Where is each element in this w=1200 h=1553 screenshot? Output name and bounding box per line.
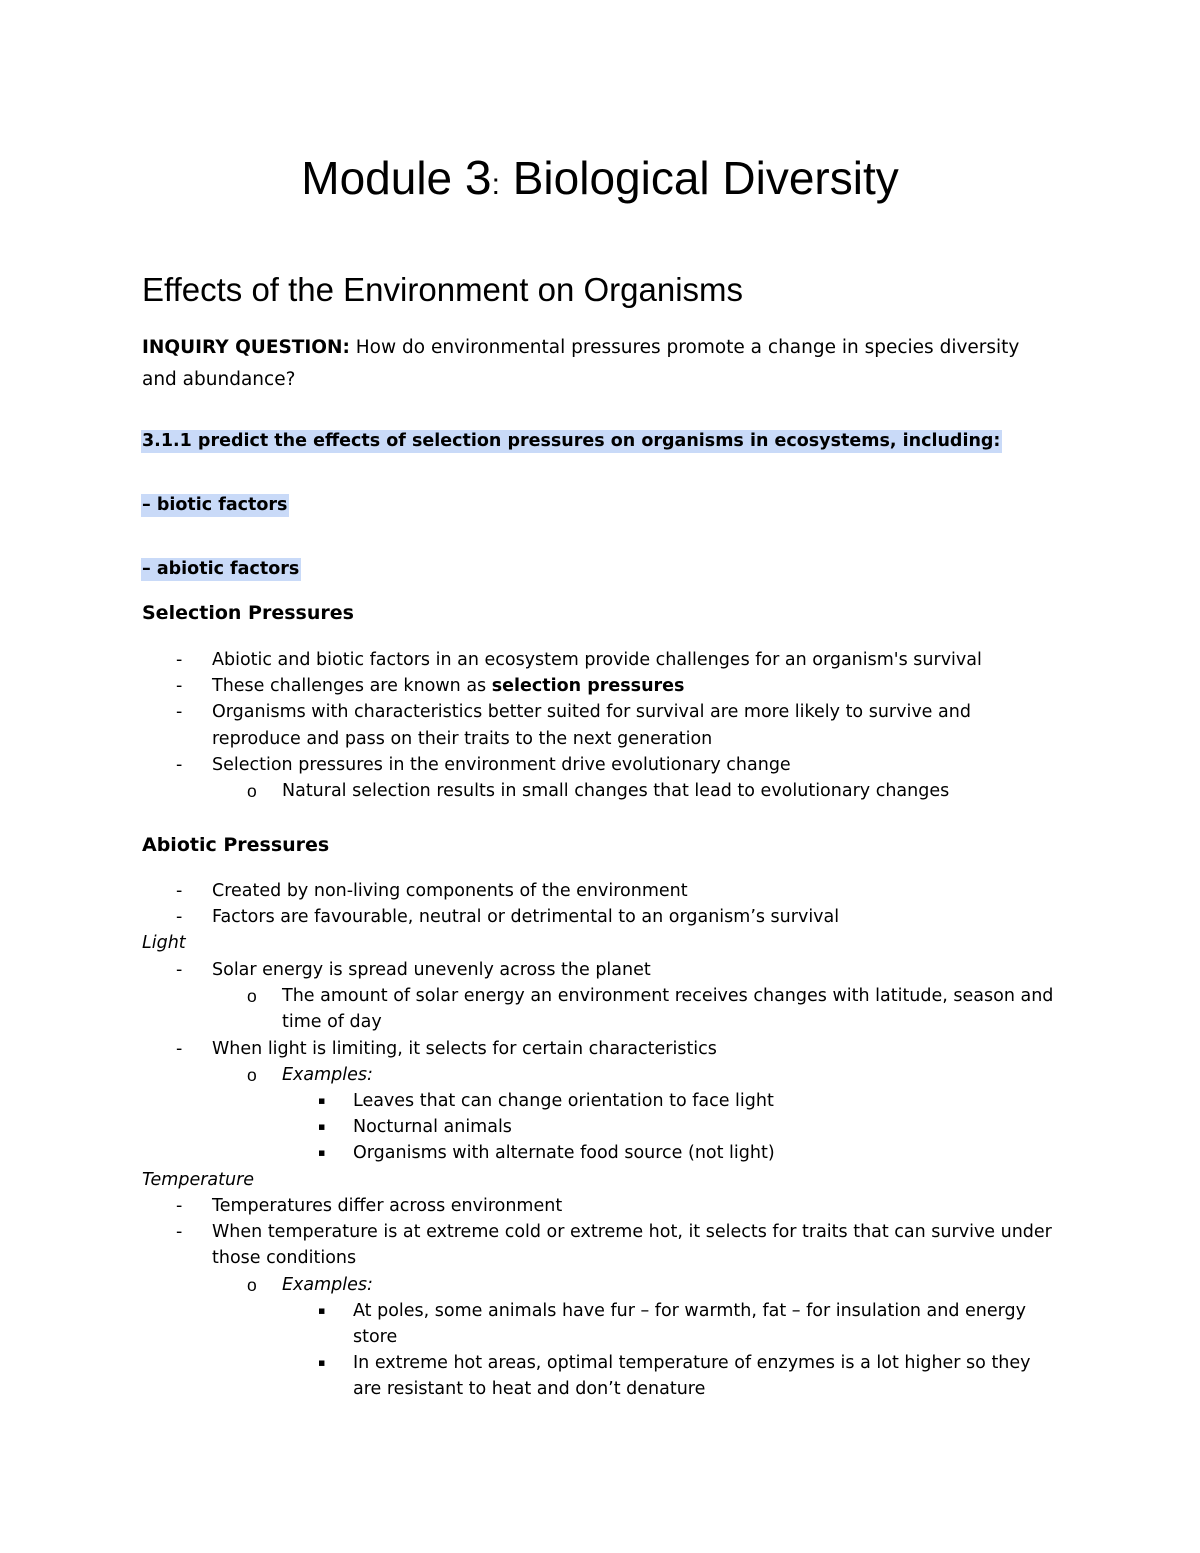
list-item bbox=[0, 1114, 1063, 1140]
inquiry-question bbox=[142, 332, 1042, 395]
title-text: Module bbox=[301, 152, 465, 204]
list-item-text: Selection pressures in the environment drive evolutionary change bbox=[212, 754, 791, 775]
biotic-factors-text: – biotic factors bbox=[142, 495, 288, 515]
list-item-text: Created by non-living components of the environment bbox=[212, 881, 688, 901]
list-item bbox=[0, 904, 1062, 930]
circle-bullet: o bbox=[247, 1064, 257, 1085]
circle-bullet: o bbox=[247, 1274, 257, 1295]
temperature-subheading: Temperature bbox=[142, 1170, 255, 1190]
list-item bbox=[0, 1140, 1063, 1166]
dash-bullet: - bbox=[176, 1222, 183, 1243]
list-item bbox=[0, 778, 1062, 804]
square-bullet: ▪ bbox=[318, 1094, 326, 1108]
dash-bullet: - bbox=[176, 907, 183, 928]
list-item bbox=[0, 1350, 1063, 1402]
dash-bullet: - bbox=[176, 754, 183, 775]
dash-bullet: - bbox=[176, 702, 183, 723]
list-item bbox=[0, 647, 1062, 673]
dash-bullet: - bbox=[176, 960, 183, 980]
list-item-text: Leaves that can change orientation to face light bbox=[353, 1091, 774, 1112]
list-item bbox=[0, 957, 1062, 983]
list-item-text: Abiotic and biotic factors in an ecosystem provide challenges for an organism's survival bbox=[212, 650, 982, 670]
syllabus-outcome bbox=[141, 428, 1002, 454]
circle-bullet: o bbox=[247, 781, 257, 802]
square-bullet: ▪ bbox=[318, 1120, 326, 1134]
list-item bbox=[0, 1036, 1062, 1062]
list-item bbox=[0, 673, 1062, 699]
list-item-text: Natural selection results in small changes that lead to evolutionary changes bbox=[282, 781, 950, 802]
dash-bullet: - bbox=[176, 881, 183, 901]
square-bullet: ▪ bbox=[318, 1303, 326, 1317]
list-item-text: When temperature is at extreme cold or extreme hot, it selects for traits that can survive under those conditions bbox=[212, 1222, 1052, 1269]
selection-pressures-heading: Selection Pressures bbox=[142, 602, 354, 624]
list-item bbox=[0, 699, 1062, 751]
list-item-text: Nocturnal animals bbox=[353, 1117, 512, 1138]
light-list bbox=[0, 957, 1200, 1167]
dash-bullet: - bbox=[176, 676, 183, 697]
list-item-text: Factors are favourable, neutral or detrimental to an organism’s survival bbox=[212, 907, 840, 928]
list-item-text: Temperatures differ across environment bbox=[212, 1196, 563, 1216]
list-item bbox=[0, 1298, 1063, 1350]
list-item bbox=[0, 983, 1062, 1035]
list-item-text: In extreme hot areas, optimal temperature of enzymes is a lot higher so they are resistant to heat and don’t denature bbox=[353, 1353, 1031, 1400]
square-bullet: ▪ bbox=[318, 1356, 326, 1370]
list-item-text: These challenges are known as bbox=[212, 676, 492, 697]
selection-pressures-list bbox=[0, 647, 1200, 804]
list-item-text: Organisms with alternate food source (not light) bbox=[353, 1143, 775, 1164]
page-title bbox=[0, 150, 1200, 208]
list-item-text: Organisms with characteristics better suited for survival are more likely to survive and reproduce and pass on their traits to the next generation bbox=[212, 702, 971, 749]
bold-term: selection pressures bbox=[491, 676, 685, 697]
dash-bullet: - bbox=[176, 1038, 183, 1059]
outcome-biotic bbox=[141, 492, 289, 518]
title-module-number: 3 bbox=[464, 152, 492, 205]
title-subject: Biological Diversity bbox=[499, 152, 899, 204]
abiotic-pressures-heading: Abiotic Pressures bbox=[142, 834, 330, 856]
light-subheading: Light bbox=[142, 933, 186, 953]
inquiry-text: How do environmental pressures promote a change in species diversity and abundance? bbox=[142, 337, 1020, 390]
inquiry-label: INQUIRY QUESTION: bbox=[142, 337, 350, 358]
examples-label: Examples: bbox=[282, 1274, 373, 1295]
section-heading: Effects of the Environment on Organisms bbox=[142, 271, 744, 308]
abiotic-pressures-list bbox=[0, 878, 1200, 930]
list-item-text: At poles, some animals have fur – for warmth, fat – for insulation and energy store bbox=[353, 1300, 1027, 1348]
dash-bullet: - bbox=[176, 650, 183, 670]
list-item bbox=[0, 878, 1062, 904]
abiotic-factors-text: – abiotic factors bbox=[142, 559, 300, 579]
square-bullet: ▪ bbox=[318, 1146, 326, 1160]
outcome-code: 3.1.1 predict the effects of selection pressures on organisms in ecosystems, including: bbox=[142, 431, 1001, 451]
examples-label: Examples: bbox=[282, 1064, 373, 1085]
dash-bullet: - bbox=[176, 1196, 183, 1216]
list-item bbox=[0, 1088, 1063, 1114]
list-item-text: Solar energy is spread unevenly across the planet bbox=[212, 960, 651, 980]
list-item-text: The amount of solar energy an environment receives changes with latitude, season and time of day bbox=[282, 986, 1054, 1033]
list-item bbox=[0, 1193, 1062, 1219]
list-item bbox=[0, 752, 1062, 778]
list-item bbox=[0, 1219, 1062, 1271]
list-item bbox=[0, 1062, 1062, 1088]
list-item-text: When light is limiting, it selects for certain characteristics bbox=[212, 1038, 717, 1059]
circle-bullet: o bbox=[247, 986, 257, 1007]
outcome-abiotic bbox=[141, 556, 301, 582]
title-colon: : bbox=[491, 168, 500, 201]
list-item bbox=[0, 1272, 1062, 1298]
temperature-list bbox=[0, 1193, 1200, 1403]
